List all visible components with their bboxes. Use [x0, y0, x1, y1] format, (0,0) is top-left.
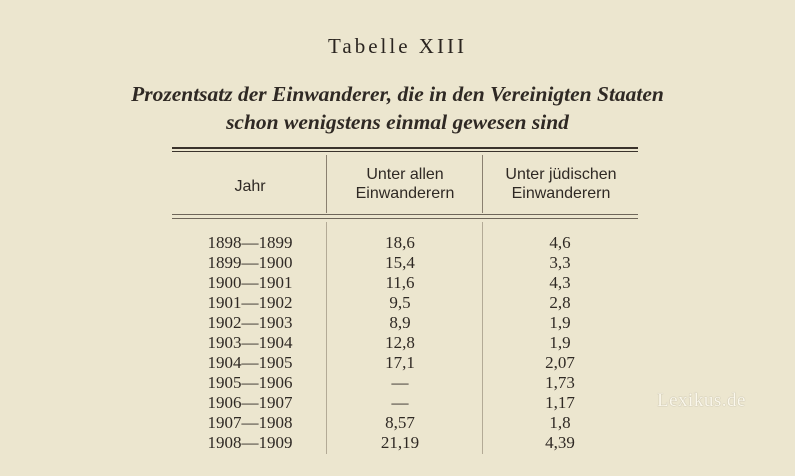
column-jahr	[190, 233, 310, 453]
cell-juedisch: 1,9	[549, 333, 571, 352]
watermark: Lexikus.de	[657, 390, 746, 411]
header-unter-juedischen	[484, 165, 638, 203]
cell-jahr: 1902—1903	[207, 313, 293, 332]
column-divider-1-body	[326, 222, 327, 454]
column-divider-2-body	[482, 222, 483, 454]
cell-juedisch: 1,8	[549, 413, 571, 432]
top-rule-thin	[172, 151, 638, 152]
cell-allen: 9,5	[389, 293, 411, 312]
header-unter-allen-line1: Unter allen	[366, 166, 444, 183]
cell-juedisch: 4,3	[549, 273, 571, 292]
cell-jahr: 1904—1905	[207, 353, 293, 372]
cell-juedisch: 4,39	[545, 433, 575, 452]
top-rule-thick	[172, 147, 638, 149]
cell-allen: 11,6	[385, 273, 415, 292]
cell-jahr: 1907—1908	[207, 413, 293, 432]
cell-jahr: 1898—1899	[207, 233, 293, 252]
cell-jahr: 1906—1907	[207, 393, 293, 412]
column-divider-1	[326, 155, 327, 213]
cell-jahr: 1905—1906	[207, 373, 293, 392]
cell-jahr: 1908—1909	[207, 433, 293, 452]
header-unter-juedischen-line1: Unter jüdischen	[505, 166, 617, 183]
header-unter-allen-line2: Einwanderern	[355, 185, 455, 202]
cell-allen: 21,19	[380, 433, 420, 452]
header-rule-2	[172, 218, 638, 219]
cell-allen: —	[391, 373, 409, 392]
cell-allen: 15,4	[385, 253, 415, 272]
cell-allen: 12,8	[385, 333, 415, 352]
cell-juedisch: 1,9	[549, 313, 571, 332]
cell-allen: —	[391, 393, 409, 412]
cell-allen: 17,1	[385, 353, 415, 372]
column-unter-allen	[350, 233, 450, 453]
cell-juedisch: 3,3	[549, 253, 571, 272]
header-rule-1	[172, 214, 638, 215]
cell-juedisch: 1,17	[545, 393, 575, 412]
header-unter-juedischen-line2: Einwanderern	[511, 185, 611, 202]
cell-allen: 8,57	[385, 413, 415, 432]
cell-jahr: 1899—1900	[207, 253, 293, 272]
cell-juedisch: 2,8	[549, 293, 571, 312]
header-jahr: Jahr	[234, 178, 266, 195]
cell-allen: 18,6	[385, 233, 415, 252]
table-title	[0, 80, 795, 136]
cell-jahr: 1901—1902	[207, 293, 293, 312]
column-divider-2	[482, 155, 483, 213]
title-line-2: schon wenigstens einmal gewesen sind	[226, 110, 569, 134]
column-unter-juedischen	[510, 233, 610, 453]
cell-allen: 8,9	[389, 313, 411, 332]
header-unter-allen	[330, 165, 480, 203]
cell-juedisch: 1,73	[545, 373, 575, 392]
title-line-1: Prozentsatz der Einwanderer, die in den Vereinigten Staaten	[131, 82, 664, 106]
cell-jahr: 1900—1901	[207, 273, 293, 292]
cell-juedisch: 4,6	[549, 233, 571, 252]
cell-jahr: 1903—1904	[207, 333, 293, 352]
table-label: Tabelle XIII	[328, 34, 467, 58]
cell-juedisch: 2,07	[545, 353, 575, 372]
